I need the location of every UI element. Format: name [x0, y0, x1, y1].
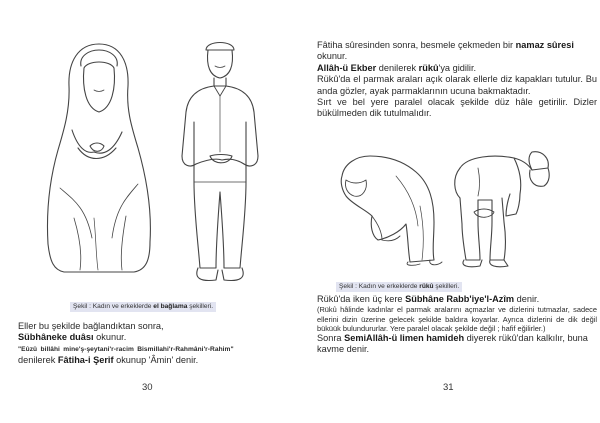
man-hands-folded-illustration — [170, 32, 270, 290]
text-span: denilerek — [378, 62, 417, 73]
paragraph — [18, 355, 290, 366]
text-span: Sonra — [317, 333, 342, 344]
right-top-text — [317, 40, 597, 120]
page-number: 31 — [443, 382, 454, 393]
caption-prefix: Şekil : Kadın ve erkeklerde — [73, 303, 152, 310]
caption-prefix: Şekil : Kadın ve erkeklerde — [339, 283, 418, 290]
text-span: okunur. — [317, 51, 348, 62]
man-ruku-illustration — [448, 148, 558, 268]
caption-bold: el bağlama — [153, 303, 188, 310]
paragraph: Sırt ve bel yere paralel olacak şekilde düz hâle getirilir. Dizler bükülmeden dik tutulmalıdır. — [317, 97, 597, 119]
text-span: okunur. — [96, 332, 127, 343]
paragraph: Eller bu şekilde bağlandıktan sonra, — [18, 321, 164, 331]
text-span: denilerek — [18, 355, 56, 366]
bold-phrase: rükû — [418, 62, 439, 73]
text-span: okunup 'Âmin' denir. — [116, 355, 199, 366]
woman-hands-folded-illustration — [34, 38, 164, 278]
bold-phrase: SemiAllâh-ü limen hamideh — [344, 333, 465, 344]
text-span: Rükû'da iken üç kere — [317, 294, 403, 304]
bold-phrase: Allâh-ü Ekber — [317, 62, 377, 73]
left-body-text — [18, 321, 290, 367]
paragraph: (Rükû hâlinde kadınlar el parmak aralarını açmazlar ve dizlerini tutmazlar, sadece ellerini dizin üzerine gelecek şekilde baldıra koyarlar. Ayrıca dizlerini de dik değil büküük bulundururlar. Yere paralel olacak şekilde değil ; hafif eğilirler.) — [317, 305, 597, 333]
caption-bold: rükû — [419, 283, 434, 290]
paragraph: Rükû'da el parmak araları açık olarak ellerle diz kapakları tutulur. Bu anda gözler, ayak parmaklarının ucuna bakmaktadır. — [317, 74, 597, 96]
bold-phrase: Sübhâne Rabb'iye'l-Azîm — [405, 294, 515, 304]
paragraph — [317, 40, 597, 63]
figure-caption — [70, 302, 216, 312]
woman-ruku-illustration — [338, 146, 448, 266]
right-bottom-text — [317, 294, 597, 356]
bold-phrase: namaz sûresi — [515, 40, 574, 50]
paragraph — [18, 332, 290, 343]
dua-text: "Eûzü billâhi mine'ş-şeytani'r-racim Bismillahi'r-Rahmâni'r-Rahim" — [18, 345, 234, 353]
text-span: diyerek rükû'dan kalkılır, buna kavme denir. — [317, 333, 588, 355]
page-number: 30 — [142, 382, 153, 393]
paragraph — [317, 294, 597, 305]
bold-phrase: Fâtiha-i Şerif — [57, 355, 114, 366]
text-span: denir. — [516, 294, 540, 304]
caption-suffix: şekilleri. — [435, 283, 460, 290]
paragraph — [317, 63, 597, 74]
paragraph — [317, 333, 597, 356]
bold-phrase: Sübhâneke duâsı — [18, 332, 94, 343]
figure-caption — [336, 282, 462, 292]
text-span: 'ya gidilir. — [438, 62, 477, 73]
caption-suffix: şekilleri. — [189, 303, 214, 310]
text-span: Fâtiha sûresinden sonra, besmele çekmeden bir — [317, 40, 514, 50]
right-page — [300, 0, 600, 423]
